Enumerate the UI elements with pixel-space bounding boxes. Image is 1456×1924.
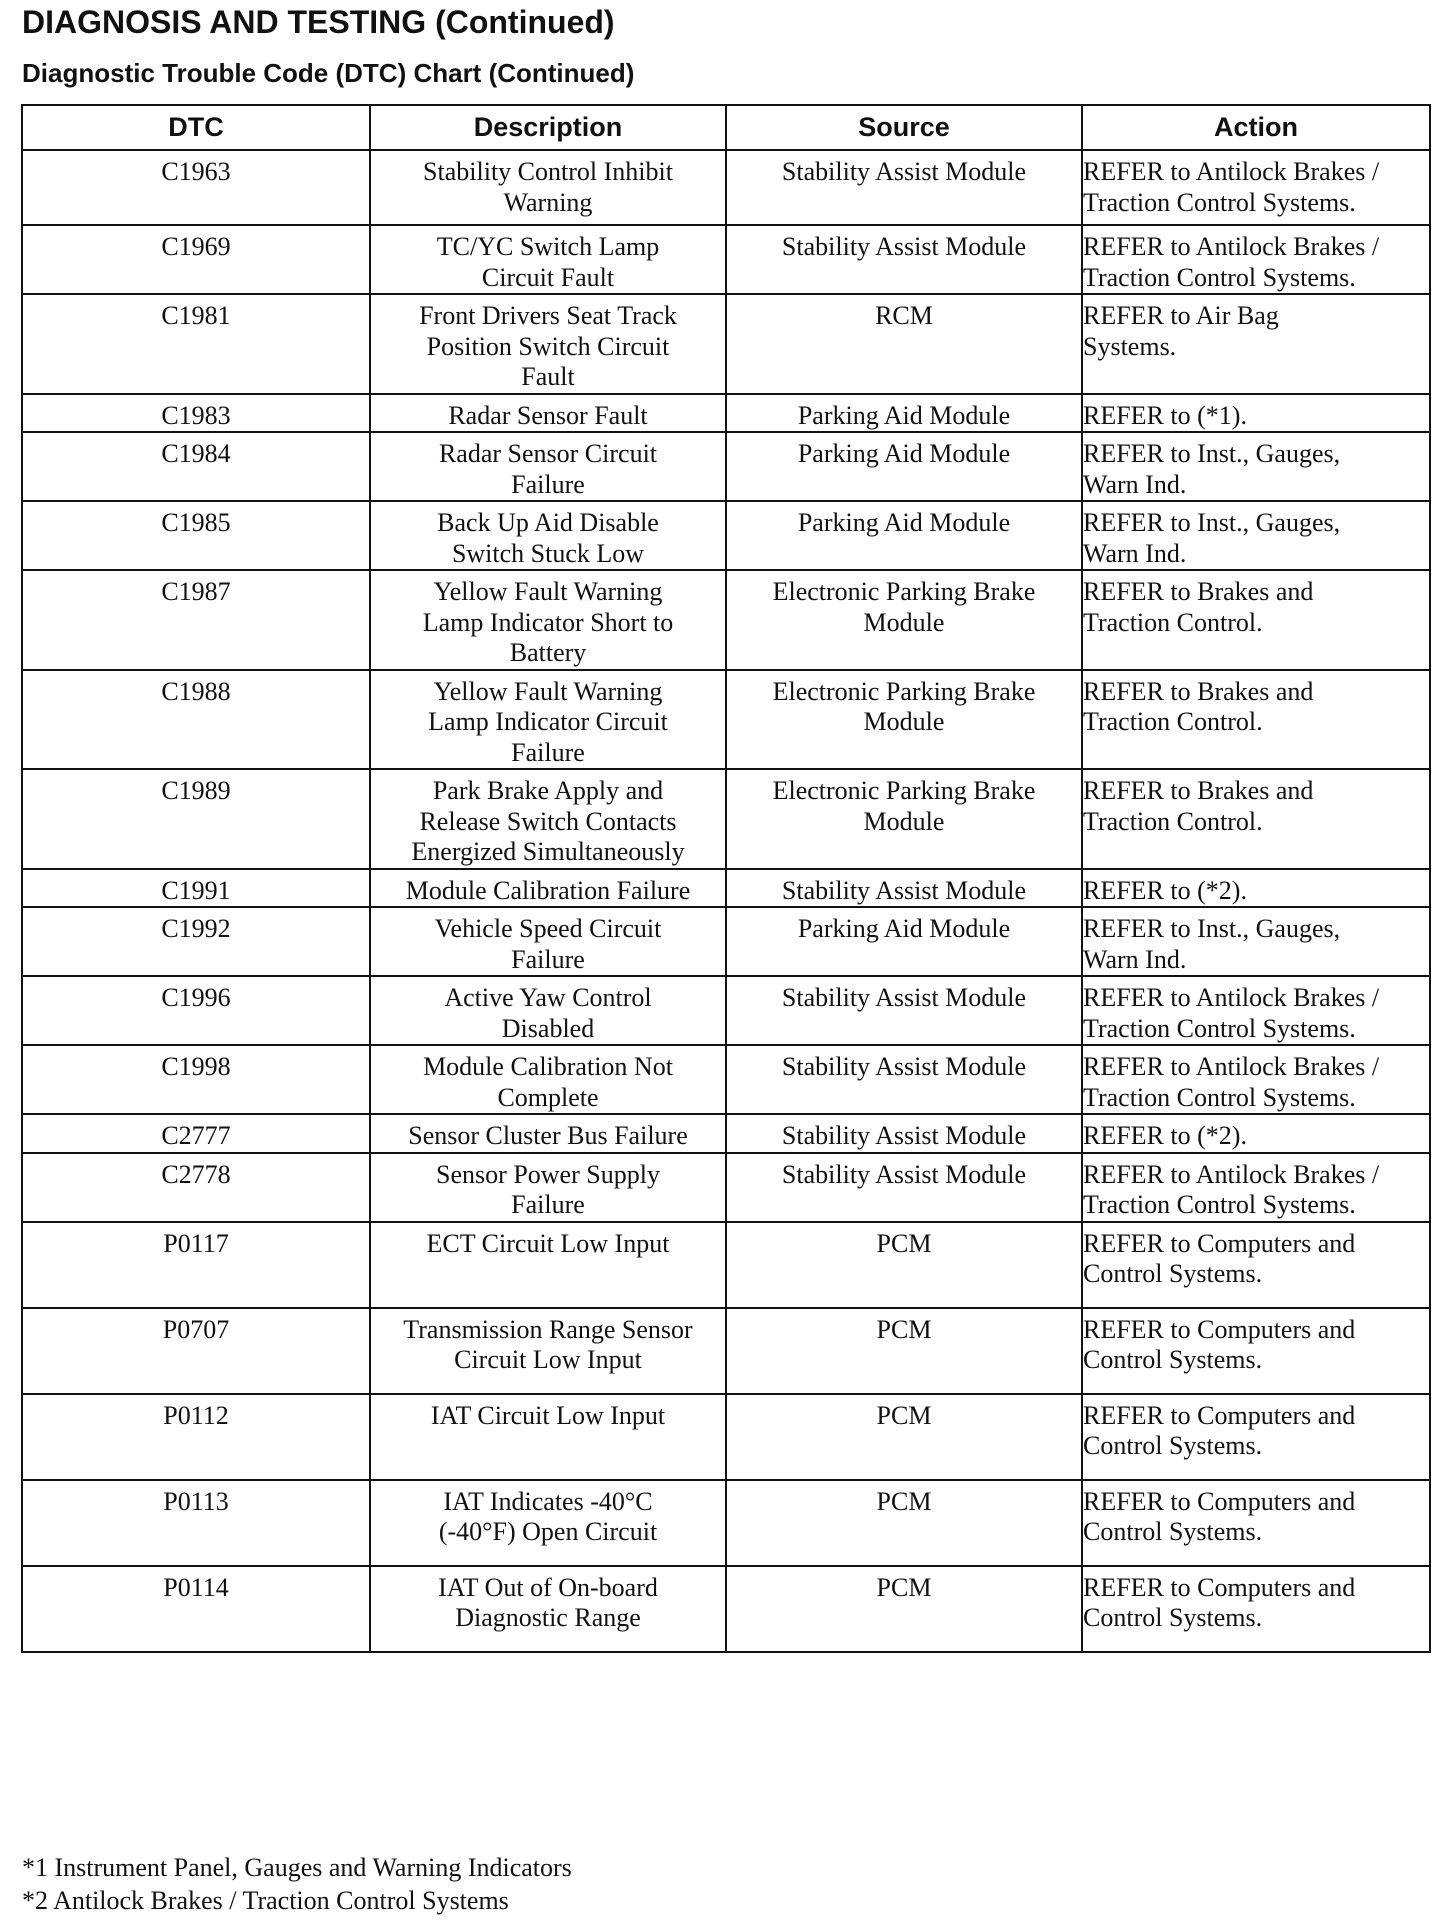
source-line: Stability Assist Module [781, 875, 1027, 905]
action-cell [1082, 394, 1430, 433]
table-row [22, 570, 1430, 670]
table-row [22, 1394, 1430, 1480]
source-line: RCM [875, 301, 933, 330]
description-line: Complete [497, 1082, 599, 1112]
source-cell [726, 1045, 1082, 1114]
action-line: Control Systems. [1083, 1345, 1263, 1374]
dtc-table [21, 104, 1431, 1653]
dtc-code-cell: C1969 [22, 225, 370, 294]
source-line: Stability Assist Module [781, 232, 1027, 261]
source-cell [726, 769, 1082, 869]
description-cell [370, 869, 726, 908]
action-line: Traction Control. [1083, 806, 1263, 836]
dtc-code-cell: C1981 [22, 294, 370, 394]
dtc-code-cell: C1998 [22, 1045, 370, 1114]
action-line: REFER to (*2). [1083, 1121, 1247, 1150]
source-line: Parking Aid Module [797, 400, 1011, 430]
table-row [22, 1566, 1430, 1652]
description-line: Active Yaw Control [444, 983, 652, 1012]
source-line: PCM [876, 1486, 932, 1516]
action-line: REFER to Antilock Brakes / [1083, 983, 1380, 1012]
source-cell [726, 869, 1082, 908]
source-cell [726, 1480, 1082, 1566]
dtc-code-cell: P0113 [22, 1480, 370, 1566]
action-line: Control Systems. [1083, 1603, 1263, 1632]
action-line: REFER to Inst., Gauges, [1083, 508, 1341, 537]
action-cell [1082, 670, 1430, 770]
description-cell [370, 1566, 726, 1652]
source-line: Module [863, 607, 945, 637]
description-line: Front Drivers Seat Track [419, 301, 677, 330]
source-cell [726, 1114, 1082, 1153]
action-line: REFER to Inst., Gauges, [1083, 439, 1341, 468]
description-cell [370, 394, 726, 433]
column-header-description: Description [370, 105, 726, 150]
action-line: REFER to Antilock Brakes / [1083, 1159, 1380, 1189]
column-header-action: Action [1082, 105, 1430, 150]
table-row [22, 1153, 1430, 1222]
description-line: Module Calibration Failure [405, 875, 691, 905]
action-line: REFER to Computers and [1083, 1228, 1356, 1258]
description-line: Sensor Power Supply [436, 1159, 660, 1189]
description-line: Park Brake Apply and [432, 776, 664, 805]
action-line: REFER to Brakes and [1083, 676, 1314, 706]
action-line: Traction Control. [1083, 707, 1263, 736]
table-header-row [22, 105, 1430, 150]
dtc-code-cell: C1987 [22, 570, 370, 670]
table-row [22, 394, 1430, 433]
source-line: PCM [876, 1228, 932, 1258]
action-cell [1082, 1480, 1430, 1566]
action-line: Control Systems. [1083, 1431, 1263, 1460]
source-line: Module [863, 806, 945, 836]
description-line: Disabled [501, 1013, 595, 1043]
table-row [22, 432, 1430, 501]
footnote-1: *1 Instrument Panel, Gauges and Warning Indicators [22, 1853, 572, 1882]
action-cell [1082, 1308, 1430, 1394]
source-line: Module [863, 707, 945, 736]
action-cell [1082, 501, 1430, 570]
description-cell [370, 294, 726, 394]
source-line: PCM [876, 1400, 932, 1430]
description-line: Radar Sensor Circuit [438, 439, 658, 468]
action-cell [1082, 150, 1430, 225]
action-line: REFER to Computers and [1083, 1314, 1356, 1344]
source-line: Electronic Parking Brake [772, 577, 1036, 606]
source-cell [726, 907, 1082, 976]
source-cell [726, 1308, 1082, 1394]
description-line: (-40°F) Open Circuit [438, 1517, 658, 1546]
source-cell [726, 1566, 1082, 1652]
description-line: Yellow Fault Warning [433, 577, 663, 606]
action-line: REFER to Antilock Brakes / [1083, 157, 1380, 186]
action-line: Traction Control Systems. [1083, 1013, 1356, 1043]
action-cell [1082, 1045, 1430, 1114]
description-line: Transmission Range Sensor [403, 1314, 693, 1344]
description-cell [370, 1222, 726, 1308]
action-cell [1082, 907, 1430, 976]
action-line: Traction Control Systems. [1083, 1082, 1356, 1112]
source-cell [726, 394, 1082, 433]
source-line: Stability Assist Module [781, 983, 1027, 1012]
description-line: IAT Indicates -40°C [443, 1486, 653, 1516]
action-line: REFER to Antilock Brakes / [1083, 232, 1380, 261]
description-line: Module Calibration Not [423, 1052, 673, 1081]
table-row [22, 294, 1430, 394]
source-line: Stability Assist Module [781, 1052, 1027, 1081]
table-row [22, 150, 1430, 225]
action-cell [1082, 294, 1430, 394]
description-line: Radar Sensor Fault [448, 400, 648, 430]
action-cell [1082, 1222, 1430, 1308]
description-line: Stability Control Inhibit [423, 157, 673, 186]
action-line: Traction Control Systems. [1083, 262, 1356, 292]
action-cell [1082, 1153, 1430, 1222]
description-line: Sensor Cluster Bus Failure [408, 1121, 688, 1150]
column-header-dtc: DTC [22, 105, 370, 150]
description-line: Failure [511, 944, 585, 974]
dtc-code-cell: C1991 [22, 869, 370, 908]
dtc-code-cell: C2778 [22, 1153, 370, 1222]
description-line: Fault [521, 362, 575, 391]
source-line: Parking Aid Module [797, 439, 1011, 468]
description-line: TC/YC Switch Lamp [436, 232, 660, 261]
description-line: Failure [511, 1190, 585, 1219]
description-cell [370, 150, 726, 225]
source-cell [726, 225, 1082, 294]
section-title: DIAGNOSIS AND TESTING (Continued) [22, 4, 615, 40]
action-line: REFER to Computers and [1083, 1400, 1356, 1430]
table-row [22, 1222, 1430, 1308]
source-cell [726, 1222, 1082, 1308]
action-cell [1082, 1394, 1430, 1480]
description-line: Circuit Low Input [454, 1345, 642, 1374]
chart-title: Diagnostic Trouble Code (DTC) Chart (Continued) [22, 58, 635, 88]
description-cell [370, 1480, 726, 1566]
description-cell [370, 1114, 726, 1153]
table-body [22, 150, 1430, 1652]
action-line: Traction Control. [1083, 607, 1263, 637]
table-row [22, 1308, 1430, 1394]
description-cell [370, 976, 726, 1045]
action-line: Systems. [1083, 331, 1177, 361]
source-cell [726, 294, 1082, 394]
description-line: Lamp Indicator Short to [422, 607, 674, 637]
description-line: Failure [511, 469, 585, 499]
source-line: PCM [876, 1314, 932, 1344]
table-row [22, 769, 1430, 869]
description-cell [370, 769, 726, 869]
dtc-code-cell: C1985 [22, 501, 370, 570]
source-line: PCM [876, 1572, 932, 1602]
description-line: Yellow Fault Warning [433, 676, 663, 706]
source-cell [726, 432, 1082, 501]
source-line: Electronic Parking Brake [772, 776, 1036, 805]
description-line: IAT Out of On-board [438, 1572, 658, 1602]
source-line: Electronic Parking Brake [772, 676, 1036, 706]
dtc-code-cell: C1988 [22, 670, 370, 770]
dtc-code-cell: C1984 [22, 432, 370, 501]
table-row [22, 869, 1430, 908]
table-row [22, 1114, 1430, 1153]
description-line: Failure [511, 737, 585, 767]
table-row [22, 670, 1430, 770]
dtc-code-cell: C1996 [22, 976, 370, 1045]
description-line: Release Switch Contacts [419, 806, 677, 836]
description-line: Diagnostic Range [455, 1603, 641, 1632]
action-line: Traction Control Systems. [1083, 1190, 1356, 1219]
description-cell [370, 670, 726, 770]
table-row [22, 1480, 1430, 1566]
description-cell [370, 501, 726, 570]
dtc-code-cell: P0114 [22, 1566, 370, 1652]
table-row [22, 1045, 1430, 1114]
description-cell [370, 225, 726, 294]
action-line: REFER to (*1). [1083, 400, 1247, 430]
description-cell [370, 1153, 726, 1222]
footnote-2: *2 Antilock Brakes / Traction Control Systems [22, 1886, 509, 1915]
table-row [22, 907, 1430, 976]
table-row [22, 501, 1430, 570]
action-line: Traction Control Systems. [1083, 187, 1356, 217]
dtc-code-cell: C1983 [22, 394, 370, 433]
description-line: Lamp Indicator Circuit [428, 707, 668, 736]
description-line: Switch Stuck Low [451, 538, 645, 568]
action-line: Warn Ind. [1083, 469, 1187, 499]
action-line: REFER to Inst., Gauges, [1083, 914, 1341, 943]
description-cell [370, 432, 726, 501]
description-line: Vehicle Speed Circuit [434, 914, 662, 943]
source-cell [726, 670, 1082, 770]
description-line: Circuit Fault [481, 262, 615, 292]
dtc-code-cell: C2777 [22, 1114, 370, 1153]
dtc-code-cell: P0112 [22, 1394, 370, 1480]
action-cell [1082, 225, 1430, 294]
source-cell [726, 570, 1082, 670]
description-cell [370, 907, 726, 976]
source-line: Parking Aid Module [797, 914, 1011, 943]
description-line: Warning [503, 187, 593, 217]
action-cell [1082, 432, 1430, 501]
action-line: Control Systems. [1083, 1517, 1263, 1546]
action-cell [1082, 1566, 1430, 1652]
dtc-code-cell: P0707 [22, 1308, 370, 1394]
description-cell [370, 1394, 726, 1480]
action-line: REFER to Computers and [1083, 1572, 1356, 1602]
source-line: Stability Assist Module [781, 1159, 1027, 1189]
description-line: IAT Circuit Low Input [430, 1400, 666, 1430]
source-cell [726, 150, 1082, 225]
column-header-source: Source [726, 105, 1082, 150]
source-cell [726, 501, 1082, 570]
action-cell [1082, 769, 1430, 869]
action-line: REFER to Antilock Brakes / [1083, 1052, 1380, 1081]
description-cell [370, 1308, 726, 1394]
footnotes [22, 1851, 572, 1917]
action-cell [1082, 869, 1430, 908]
action-cell [1082, 976, 1430, 1045]
action-line: REFER to Brakes and [1083, 577, 1314, 606]
description-cell [370, 570, 726, 670]
source-cell [726, 1394, 1082, 1480]
table-row [22, 976, 1430, 1045]
source-cell [726, 1153, 1082, 1222]
action-cell [1082, 1114, 1430, 1153]
action-line: Warn Ind. [1083, 538, 1187, 568]
action-line: Warn Ind. [1083, 944, 1187, 974]
source-cell [726, 976, 1082, 1045]
description-cell [370, 1045, 726, 1114]
dtc-code-cell: C1992 [22, 907, 370, 976]
action-line: REFER to (*2). [1083, 875, 1247, 905]
table-row [22, 225, 1430, 294]
source-line: Stability Assist Module [781, 1121, 1027, 1150]
dtc-code-cell: C1989 [22, 769, 370, 869]
action-line: REFER to Air Bag [1083, 301, 1279, 330]
dtc-code-cell: C1963 [22, 150, 370, 225]
source-line: Stability Assist Module [781, 157, 1027, 186]
action-line: REFER to Computers and [1083, 1486, 1356, 1516]
action-line: Control Systems. [1083, 1259, 1263, 1288]
dtc-code-cell: P0117 [22, 1222, 370, 1308]
action-cell [1082, 570, 1430, 670]
source-line: Parking Aid Module [797, 508, 1011, 537]
action-line: REFER to Brakes and [1083, 776, 1314, 805]
description-line: Battery [509, 638, 587, 667]
description-line: ECT Circuit Low Input [426, 1228, 670, 1258]
description-line: Back Up Aid Disable [437, 508, 659, 537]
description-line: Position Switch Circuit [426, 331, 670, 361]
description-line: Energized Simultaneously [411, 837, 685, 866]
